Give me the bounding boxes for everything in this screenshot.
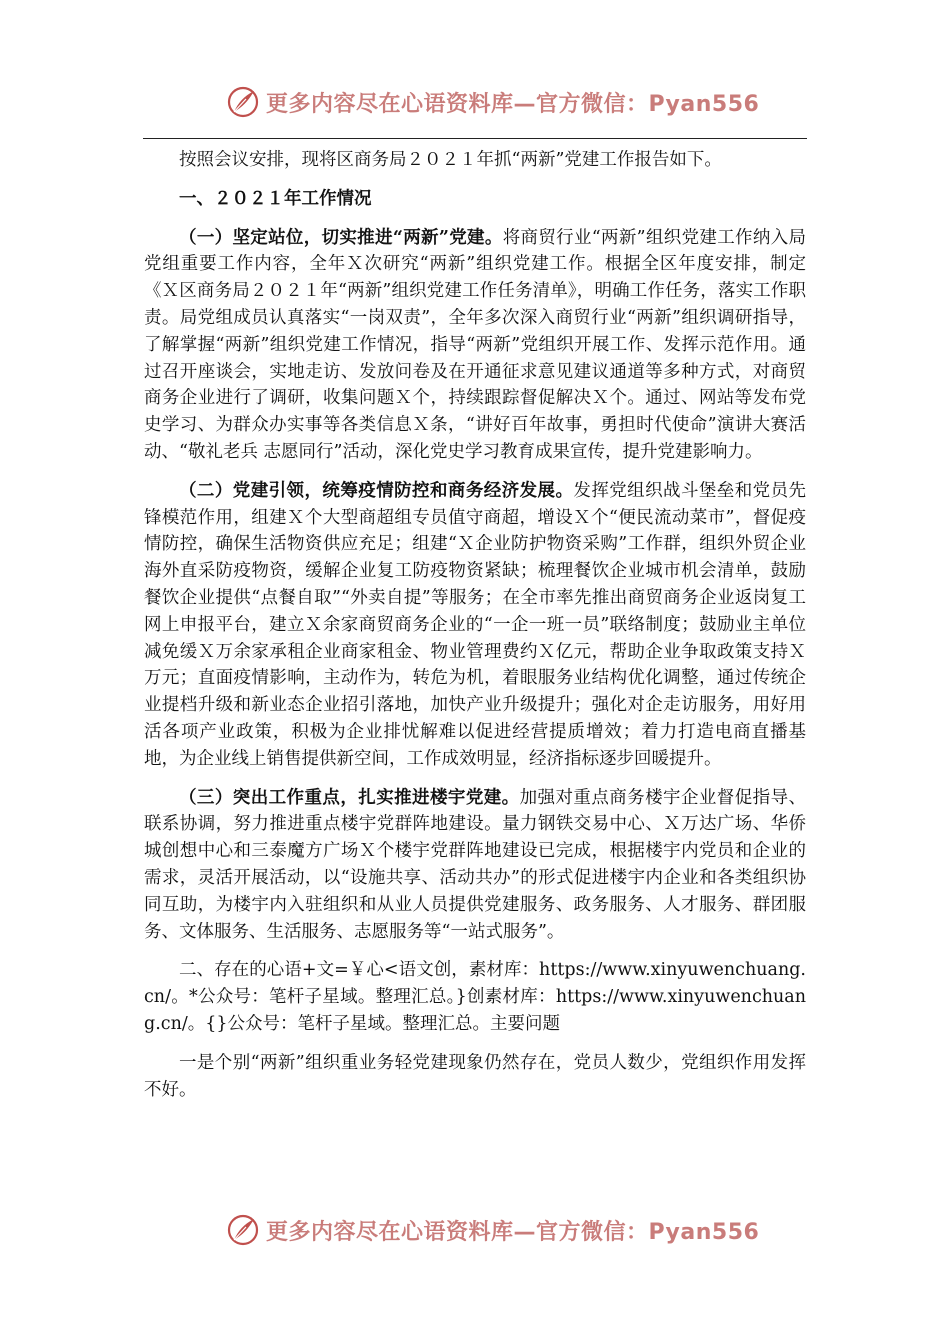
section-heading-1: 一、２０２１年工作情况 <box>179 188 372 209</box>
header-watermark-text: 更多内容尽在心语资料库—官方微信：Pyan556 <box>266 91 760 117</box>
paragraph-3 <box>144 785 806 946</box>
issue-1-paragraph: 一是个别“两新”组织重业务轻党建现象仍然存在，党员人数少，党组织作用发挥不好。 <box>144 1052 806 1100</box>
paragraph-1-body: 将商贸行业“两新”组织党建工作纳入局党组重要工作内容，全年Ｘ次研究“两新”组织党建工作。根据全区年度安排，制定《Ｘ区商务局２０２１年“两新”组织党建工作任务清单》，明确工作任务，落实工作职责。局党组成员认真落实“一岗双责”，全年多次深入商贸行业“两新”组织调研指导，了解掌握“两新”组织党建工作情况，指导“两新”党组织开展工作、发挥示范作用。通过召开座谈会，实地走访、发放问卷及在开通征求意见建议通道等多种方式，对商贸商务企业进行了调研，收集问题Ｘ个，持续跟踪督促解决Ｘ个。通过、网站等发布党史学习、为群众办实事等各类信息Ｘ条，“讲好百年故事，勇担时代使命”演讲大赛活动、“敬礼老兵 志愿同行”活动，深化党史学习教育成果宣传，提升党建影响力。 <box>144 227 806 462</box>
paragraph-2-lead: （二）党建引领，统筹疫情防控和商务经济发展。 <box>179 480 574 501</box>
document-body <box>144 147 806 1103</box>
footer-watermark-text: 更多内容尽在心语资料库—官方微信：Pyan556 <box>266 1219 760 1245</box>
feather-pen-logo-icon <box>226 1213 260 1247</box>
intro-paragraph: 按照会议安排，现将区商务局２０２１年抓“两新”党建工作报告如下。 <box>179 150 722 170</box>
section-heading-2: 二、存在的心语+文=￥心<语文创，素材库：https://www.xinyuwenchuang.cn/。*公众号：笔杆子星域。整理汇总。}创素材库：https://www.xinyuwenchuang.cn/。{}公众号：笔杆子星域。整理汇总。主要问题 <box>144 960 806 1034</box>
footer-watermark-banner <box>226 1210 760 1250</box>
paragraph-2-body: 发挥党组织战斗堡垒和党员先锋模范作用，组建Ｘ个大型商超组专员值守商超，增设Ｘ个“便民流动菜市”，督促疫情防控，确保生活物资供应充足；组建“Ｘ企业防护物资采购”工作群，组织外贸企业海外直采防疫物资，缓解企业复工防疫物资紧缺；梳理餐饮企业城市机会清单，鼓励餐饮企业提供“点餐自取”“外卖自提”等服务；在全市率先推出商贸商务企业返岗复工网上申报平台，建立Ｘ余家商贸商务企业的“一企一班一员”联络制度；鼓励业主单位减免缓Ｘ万余家承租企业商家租金、物业管理费约Ｘ亿元，帮助企业争取政策支持Ｘ万元；直面疫情影响，主动作为，转危为机，着眼服务业结构优化调整，通过传统企业提档升级和新业态企业招引落地，加快产业升级提升；强化对企走访服务，用好用活各项产业政策，积极为企业排忧解难以促进经营提质增效；着力打造电商直播基地，为企业线上销售提供新空间，工作成效明显，经济指标逐步回暖提升。 <box>144 480 807 769</box>
paragraph-1-lead: （一）坚定站位，切实推进“两新”党建。 <box>179 227 503 248</box>
paragraph-3-body: 加强对重点商务楼宇企业督促指导、联系协调，努力推进重点楼宇党群阵地建设。量力钢铁交易中心、Ｘ万达广场、华侨城创想中心和三泰魔方广场Ｘ个楼宇党群阵地建设已完成，根据楼宇内党员和企业的需求，灵活开展活动，以“设施共享、活动共办”的形式促进楼宇内企业和各类组织协同互助，为楼宇内入驻组织和从业人员提供党建服务、政务服务、人才服务、群团服务、文体服务、生活服务、志愿服务等“一站式服务”。 <box>144 787 807 942</box>
paragraph-1 <box>144 225 806 466</box>
header-watermark-banner <box>226 82 760 122</box>
feather-pen-logo-icon <box>226 85 260 119</box>
header-divider <box>143 138 807 139</box>
paragraph-2 <box>144 478 806 773</box>
paragraph-3-lead: （三）突出工作重点，扎实推进楼宇党建。 <box>179 787 520 808</box>
